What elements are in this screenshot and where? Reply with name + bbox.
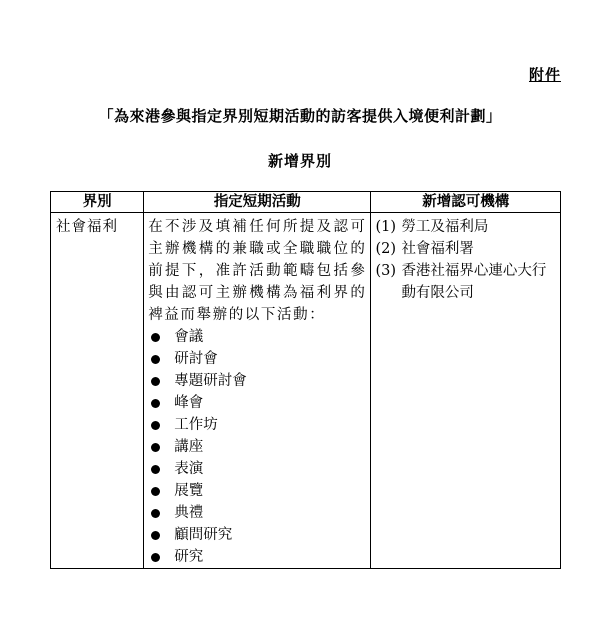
bullet-icon bbox=[151, 487, 160, 496]
activity-description: 在不涉及填補任何所提及認可主辦機構的兼職或全職職位的前提下，准許活動範疇包括參與由認可主辦機構為福利界的裨益而舉辦的以下活動： bbox=[148, 219, 367, 323]
activity-list bbox=[148, 326, 366, 568]
list-item bbox=[148, 458, 366, 480]
bullet-icon bbox=[151, 399, 160, 408]
header-organisations: 新增認可機構 bbox=[371, 192, 561, 213]
list-item bbox=[148, 370, 366, 392]
activity-label: 表演 bbox=[174, 461, 204, 477]
activity-label: 研究 bbox=[174, 549, 204, 565]
org-name: 香港社福界心連心大行動有限公司 bbox=[401, 263, 547, 301]
list-item bbox=[148, 524, 366, 546]
sector-table bbox=[50, 191, 561, 569]
section-subtitle: 新增界別 bbox=[267, 152, 332, 170]
bullet-icon bbox=[151, 465, 160, 474]
activities-cell bbox=[144, 213, 371, 569]
organisations-cell bbox=[371, 213, 561, 569]
activity-label: 研討會 bbox=[174, 351, 218, 367]
table-row bbox=[51, 213, 561, 569]
org-name: 勞工及福利局 bbox=[401, 219, 489, 235]
list-item bbox=[148, 546, 366, 568]
org-number: (3) bbox=[375, 263, 396, 279]
activity-label: 峰會 bbox=[174, 395, 204, 411]
list-item bbox=[148, 326, 366, 348]
list-item bbox=[148, 414, 366, 436]
list-item bbox=[148, 502, 366, 524]
org-number: (1) bbox=[375, 219, 396, 235]
activity-label: 典禮 bbox=[174, 505, 204, 521]
list-item bbox=[375, 216, 556, 238]
activity-label: 會議 bbox=[174, 329, 204, 345]
org-number: (2) bbox=[375, 241, 396, 257]
annex-label: 附件 bbox=[528, 66, 561, 84]
activity-label: 講座 bbox=[174, 439, 204, 455]
bullet-icon bbox=[151, 355, 160, 364]
document-title: 「為來港參與指定界別短期活動的訪客提供入境便利計劃」 bbox=[98, 107, 502, 125]
list-item bbox=[148, 348, 366, 370]
activity-label: 專題研討會 bbox=[174, 373, 247, 389]
sector-cell: 社會福利 bbox=[51, 213, 144, 569]
activity-label: 展覽 bbox=[174, 483, 204, 499]
list-item bbox=[148, 480, 366, 502]
header-sector: 界別 bbox=[51, 192, 144, 213]
header-activities: 指定短期活動 bbox=[144, 192, 371, 213]
bullet-icon bbox=[151, 553, 160, 562]
bullet-icon bbox=[151, 531, 160, 540]
list-item bbox=[375, 260, 556, 304]
bullet-icon bbox=[151, 377, 160, 386]
list-item bbox=[375, 238, 556, 260]
organisation-list bbox=[375, 216, 556, 304]
bullet-icon bbox=[151, 509, 160, 518]
list-item bbox=[148, 392, 366, 414]
bullet-icon bbox=[151, 443, 160, 452]
bullet-icon bbox=[151, 333, 160, 342]
table-header-row bbox=[51, 192, 561, 213]
bullet-icon bbox=[151, 421, 160, 430]
activity-label: 顧問研究 bbox=[174, 527, 233, 543]
org-name: 社會福利署 bbox=[401, 241, 474, 257]
activity-label: 工作坊 bbox=[174, 417, 218, 433]
list-item bbox=[148, 436, 366, 458]
